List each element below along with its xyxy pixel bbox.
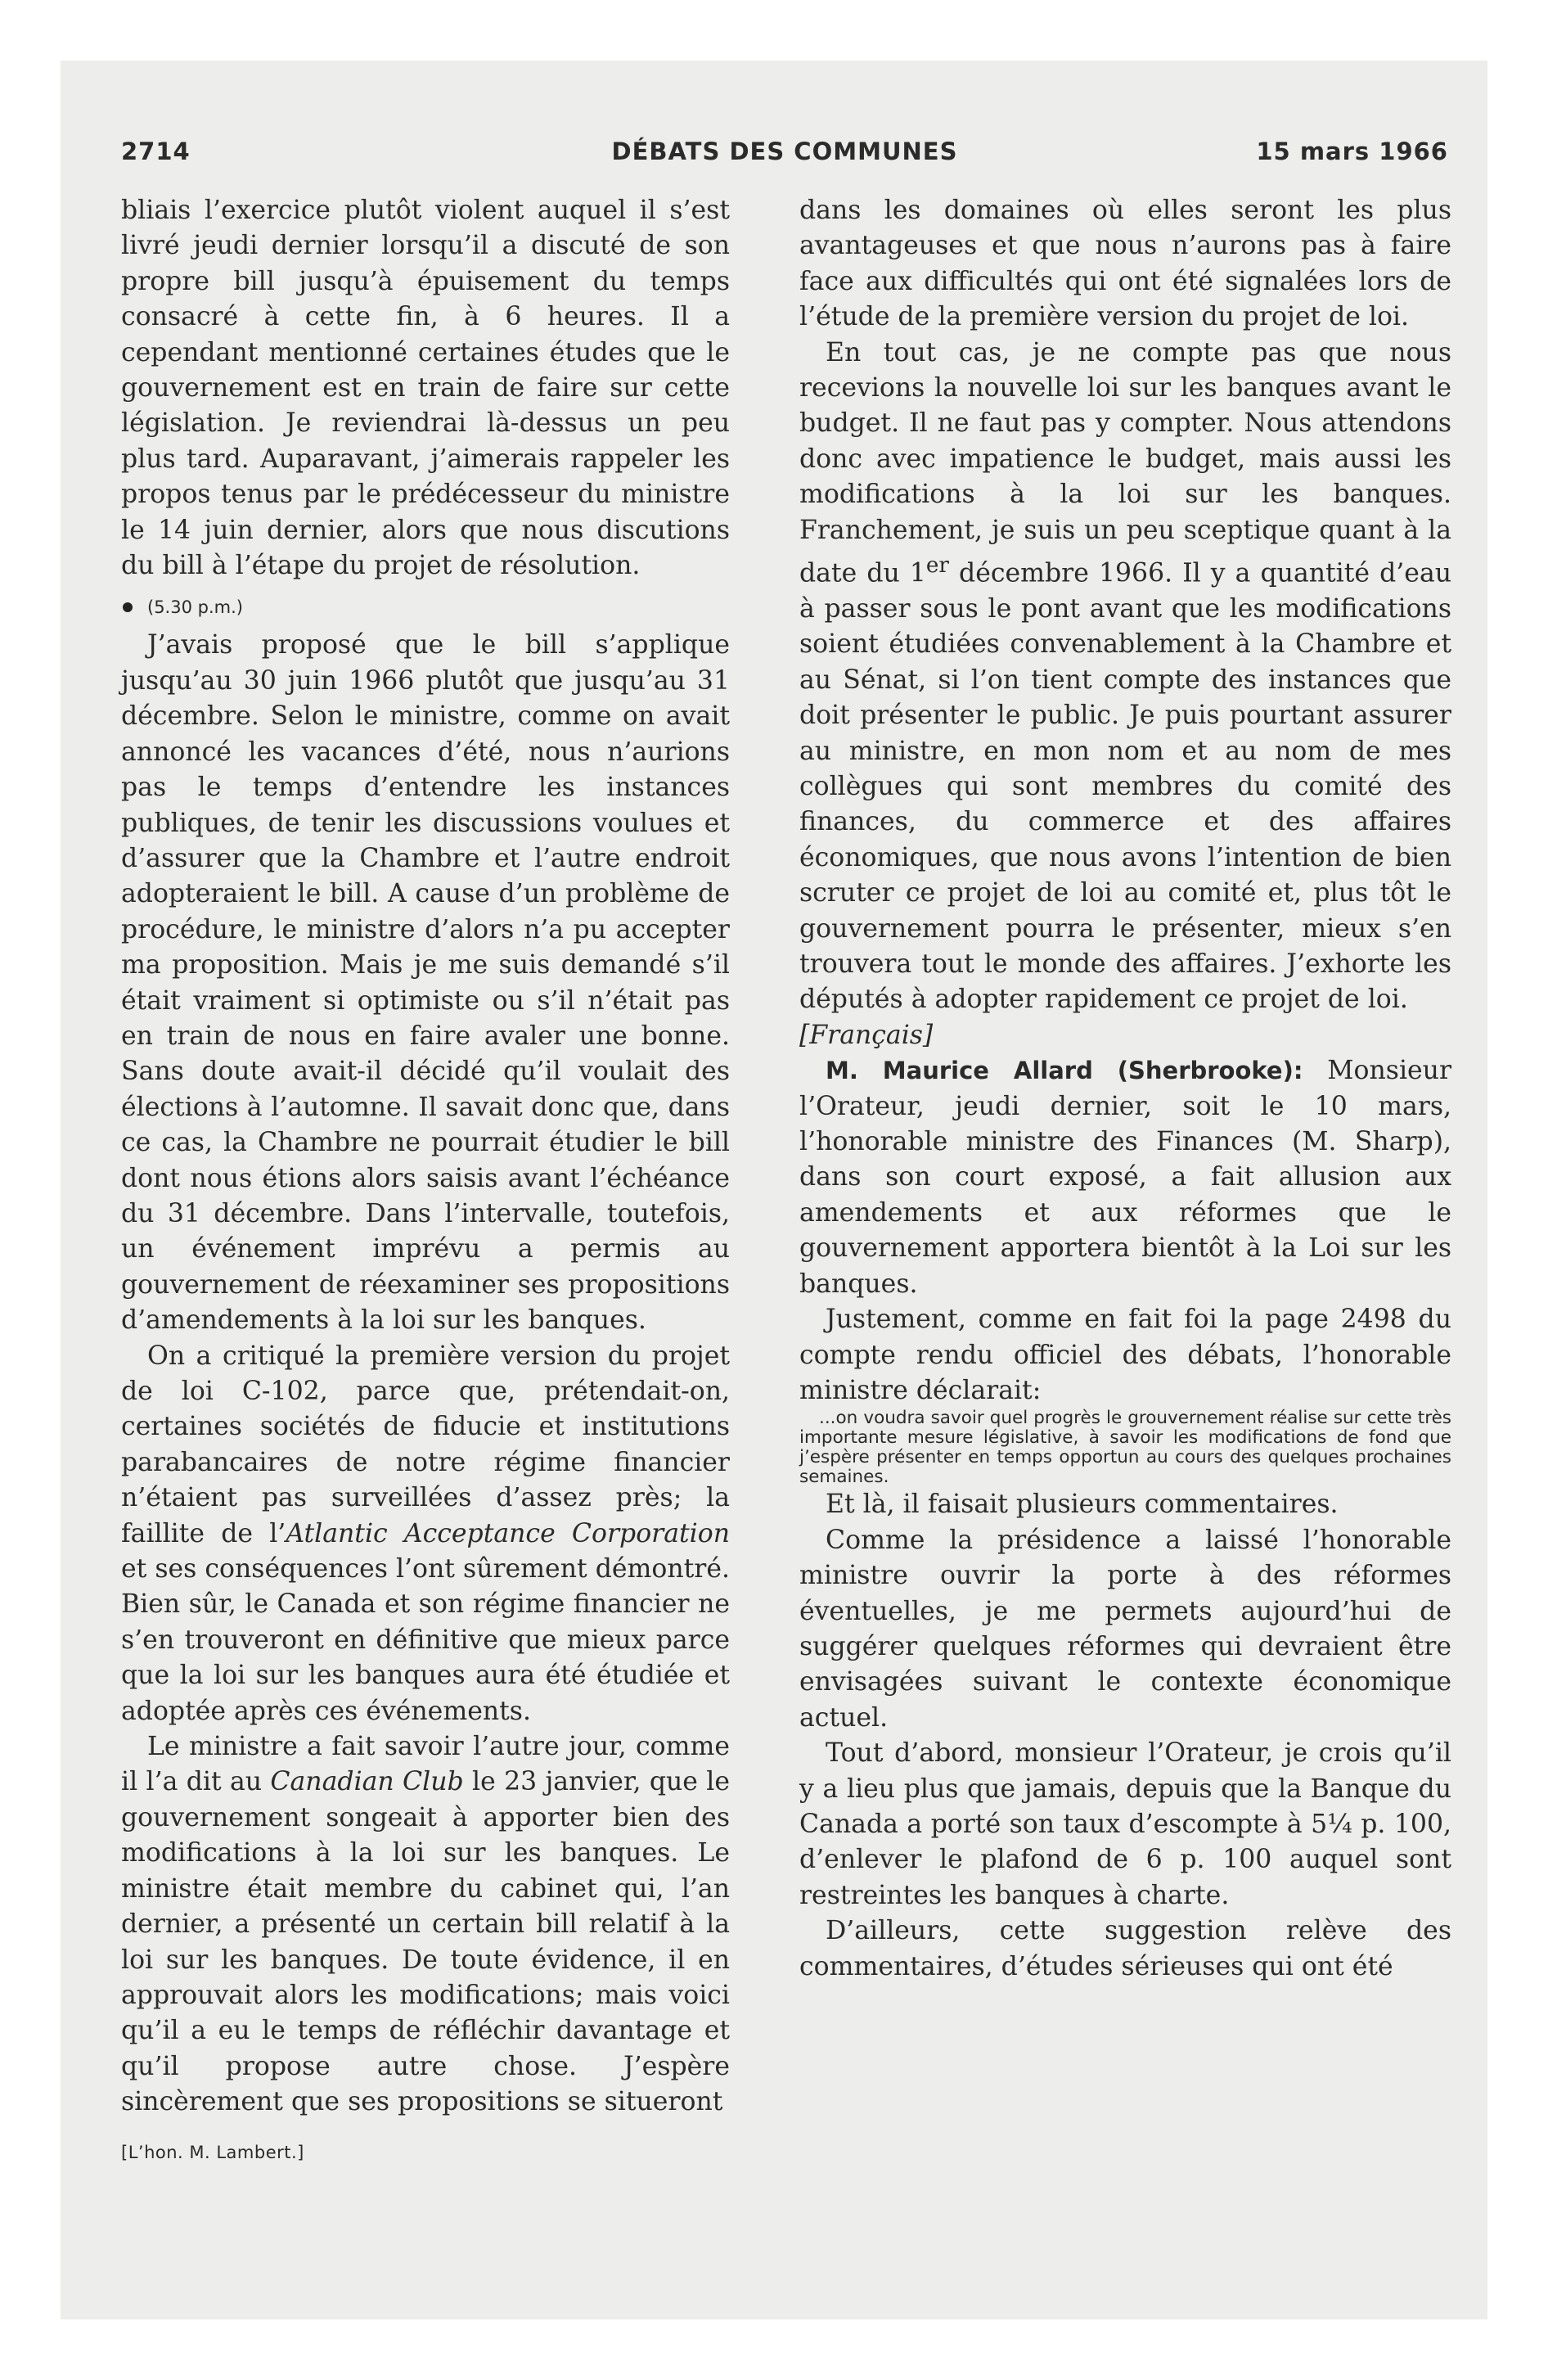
left-column xyxy=(121,193,730,2170)
time-label: (5.30 p.m.) xyxy=(147,597,243,618)
text-run: En tout cas, je ne compte pas que nous recevions la nouvelle loi sur les banques avant le budget. Il ne faut pas y compter. Nous attendons donc avec impatience le budget, mais aussi les modifications à la loi sur les banques. Franchement, je suis un peu sceptique quant à la date du 1 xyxy=(799,337,1451,588)
text-run: Tout d’abord, monsieur l’Orateur, je crois qu’il y a lieu plus que jamais, depuis que la Banque du Canada a porté son taux d’escompte à 5 xyxy=(799,1738,1451,1839)
paragraph xyxy=(121,1339,730,1729)
language-marker: [Français] xyxy=(799,1020,934,1050)
text-run: décembre 1966. Il y a quantité d’eau à passer sous le pont avant que les modifications soient étudiées convenablement à la Chambre et au Sénat, si l’on tient compte des instances que doit présenter le public. Je puis pourtant assurer au ministre, en mon nom et au nom de mes collègues qui sont membres du comité des finances, du commerce et des affaires économiques, que nous avons l’intention de bien scruter ce projet de loi au comité et, plus tôt le gouvernement pourra le présenter, mieux s’en trouvera tout le monde des affaires. J’exhorte les députés à adopter rapidement ce projet de loi. xyxy=(799,558,1452,1015)
text-run: p. 100, d’enlever le plafond de 6 p. 100 auquel sont restreintes les banques à charte. xyxy=(799,1809,1451,1910)
italic-run: Canadian Club xyxy=(270,1767,464,1797)
text-run: le 23 janvier, que le gouvernement songeait à apporter bien des modifications à la loi sur les banques. Le ministre était membre du cabinet qui, l’an dernier, a présenté un certain bill relatif à la loi sur les banques. De toute évidence, il en approuvait alors les modifications; mais voici qu’il a eu le temps de réfléchir davantage et qu’il propose autre chose. J’espère sincèrement que ses propositions se situeront xyxy=(121,1767,730,2117)
fraction: ¼ xyxy=(1327,1809,1352,1839)
paragraph xyxy=(799,1736,1451,1913)
text-run: et ses conséquences l’ont sûrement démontré. Bien sûr, le Canada et son régime financier ne s’en trouveront en définitive que mieux parce que la loi sur les banques aura été étudiée et adoptée après ces événements. xyxy=(121,1554,730,1726)
issue-date: 15 mars 1966 xyxy=(1256,137,1448,165)
paragraph: Justement, comme en fait foi la page 2498 du compte rendu officiel des débats, l’honorable ministre déclarait: xyxy=(799,1305,1451,1405)
text-run: On a critiqué la première version du projet de loi C-102, parce que, prétendait-on, certaines sociétés de fiducie et institutions parabancaires de notre régime financier n’étaient pas surveillées d’assez près; la faillite de l’ xyxy=(121,1341,730,1548)
publication-title: DÉBATS DES COMMUNES xyxy=(611,137,958,165)
paragraph xyxy=(799,1053,1451,1302)
superscript: er xyxy=(925,553,949,579)
paragraph: dans les domaines où elles seront les plus avantageuses et que nous n’aurons pas à faire face aux difficultés qui ont été signalées lors de l’étude de la première version du projet de loi. xyxy=(799,196,1451,332)
paragraph: bliais l’exercice plutôt violent auquel il s’est livré jeudi dernier lorsqu’il a discuté de son propre bill jusqu’à épuisement du temps consacré à cette fin, à 6 heures. Il a cependant mentionné certaines études que le gouvernement est en train de faire sur cette législation. Je reviendrai là-dessus un peu plus tard. Auparavant, j’aimerais rappeler les propos tenus par le prédécesseur du ministre le 14 juin dernier, alors que nous discutions du bill à l’étape du projet de résolution. xyxy=(121,196,730,581)
italic-run: Atlantic Acceptance Corporation xyxy=(286,1518,730,1548)
text-run: Le ministre a fait savoir l’autre jour, comme il l’a dit au xyxy=(121,1732,730,1797)
right-column xyxy=(799,193,1451,1985)
running-header xyxy=(121,137,1448,170)
page-number: 2714 xyxy=(121,137,191,165)
text-run: Monsieur l’Orateur, jeudi dernier, soit le 10 mars, l’honorable ministre des Finances (M. Sharp), dans son court exposé, a fait allusion aux amendements et aux réformes que le gouvernement apportera bientôt à la Loi sur les banques. xyxy=(799,1056,1451,1299)
time-marker xyxy=(123,595,730,620)
speaker-name: M. Maurice Allard (Sherbrooke): xyxy=(826,1057,1303,1085)
paragraph: J’avais proposé que le bill s’applique jusqu’au 30 juin 1966 plutôt que jusqu’au 31 décembre. Selon le ministre, comme on avait annoncé les vacances d’été, nous n’aurions pas le temps d’entendre les instances publiques, de tenir les discussions voulues et d’assurer que la Chambre et l’autre endroit adopteraient le bill. A cause d’un problème de procédure, le ministre d’alors n’a pu accepter ma proposition. Mais je me suis demandé s’il était vraiment si optimiste ou s’il n’était pas en train de nous en faire avaler une bonne. Sans doute avait-il décidé qu’il voulait des élections à l’automne. Il savait donc que, dans ce cas, la Chambre ne pourrait étudier le bill dont nous étions alors saisis avant l’échéance du 31 décembre. Dans l’intervalle, toutefois, un événement imprévu a permis au gouvernement de réexaminer ses propositions d’amendements à la loi sur les banques. xyxy=(121,630,730,1336)
paragraph: Comme la présidence a laissé l’honorable ministre ouvrir la porte à des réformes éventuelles, je me permets aujourd’hui de suggérer quelques réformes qui devraient être envisagées suivant le contexte économique actuel. xyxy=(799,1525,1451,1733)
bullet-icon xyxy=(123,602,133,612)
block-quote: ...on voudra savoir quel progrès le grouvernement réalise sur cette très importante mesure législative, à savoir les modifications de fond que j’espère présenter en temps opportun au cours des quelques prochaines semaines. xyxy=(799,1408,1451,1488)
speaker-tag: [L’hon. M. Lambert.] xyxy=(121,2142,304,2162)
paragraph xyxy=(799,336,1451,1018)
paragraph: D’ailleurs, cette suggestion relève des commentaires, d’études sérieuses qui ont été xyxy=(799,1916,1451,1981)
paragraph xyxy=(121,1729,730,2120)
paragraph: Et là, il faisait plusieurs commentaires. xyxy=(826,1490,1339,1520)
